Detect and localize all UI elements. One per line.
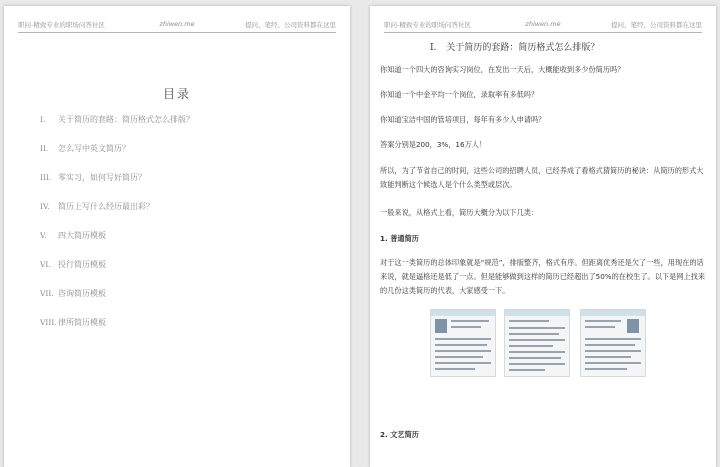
toc-item[interactable]	[40, 172, 194, 201]
page-header	[384, 18, 702, 33]
toc-item[interactable]	[40, 288, 194, 317]
page-header	[18, 18, 336, 33]
resume-examples	[430, 309, 646, 375]
resume-sample-image	[430, 309, 496, 377]
toc-item-label: 关于简历的套路：简历格式怎么排版？	[58, 115, 194, 124]
toc-item[interactable]	[40, 201, 194, 230]
header-left-text: 职问-精致专业的职场问答社区	[18, 21, 105, 29]
article-title-text: 关于简历的套路：简历格式怎么排版？	[446, 43, 600, 53]
toc-item-number: I.	[40, 115, 46, 124]
toc-item-label: 怎么写中英文简历？	[58, 144, 130, 153]
question-1: 你知道一个四大的咨询实习岗位，在发出一天后，大概能收到多少份简历吗？	[380, 65, 625, 74]
section-heading-1: 1. 普通简历	[380, 234, 419, 243]
toc-item-number: III.	[40, 173, 52, 182]
article-title	[430, 40, 599, 53]
answer-text: 答案分别是200，3%，16万人！	[380, 140, 487, 149]
toc-item[interactable]	[40, 230, 194, 259]
question-2: 你知道一个中金平均一个岗位，录取率有多低吗？	[380, 90, 539, 99]
toc-item-number: V.	[40, 231, 47, 240]
header-left-text: 职问-精致专业的职场问答社区	[384, 21, 471, 29]
resume-sample-image	[504, 309, 570, 377]
toc-item[interactable]	[40, 114, 194, 143]
paragraph-2: 一般来说，从格式上看，简历大概分为以下几类：	[380, 208, 539, 217]
toc-item-number: VIII.	[40, 318, 57, 327]
toc-item-label: 咨询简历模板	[58, 289, 106, 298]
toc-item[interactable]	[40, 143, 194, 172]
question-3: 你知道宝洁中国的管培项目，每年有多少人申请吗？	[380, 115, 546, 124]
toc-list	[40, 114, 194, 346]
toc-item-label: 零实习，如何写好简历？	[58, 173, 146, 182]
section-heading-2: 2. 文艺简历	[380, 430, 419, 439]
header-site-name: zhiwen.me	[159, 20, 195, 28]
toc-item-number: VII.	[40, 289, 54, 298]
toc-title: 目录	[162, 87, 191, 101]
header-right-text: 提问、笔经、公司资料都在这里	[245, 21, 336, 29]
page-left	[4, 6, 350, 467]
toc-item-label: 简历上写什么经历最出彩？	[58, 202, 154, 211]
toc-item-label: 律所简历模板	[58, 318, 106, 327]
article-title-number: I.	[430, 43, 437, 53]
header-site-name: zhiwen.me	[525, 20, 561, 28]
resume-sample-image	[580, 309, 646, 377]
header-right-text: 提问、笔经、公司资料都在这里	[611, 21, 702, 29]
toc-item-number: VI.	[40, 260, 51, 269]
toc-item-number: II.	[40, 144, 49, 153]
paragraph-3: 对于这一类简历的总体印象就是“规范”，排版整齐，格式有序。但距离优秀还是欠了一些，用现在的话来说，就是逼格还是低了一点。但是能够做到这样的简历已经超出了50%的在校生了。以下是网上找来的几份这类简历的代表，大家感受一下。	[380, 258, 706, 295]
page-right	[370, 6, 716, 467]
toc-item-label: 投行简历模板	[58, 260, 106, 269]
paragraph-1: 所以，为了节省自己的时间，这些公司的招聘人员，已经养成了看格式猜简历的秘诀：从简历的形式大致能判断这个候选人是个什么类型或层次。	[380, 166, 704, 189]
toc-item-number: IV.	[40, 202, 50, 211]
toc-item[interactable]	[40, 259, 194, 288]
toc-item[interactable]	[40, 317, 194, 346]
toc-item-label: 四大简历模板	[58, 231, 106, 240]
